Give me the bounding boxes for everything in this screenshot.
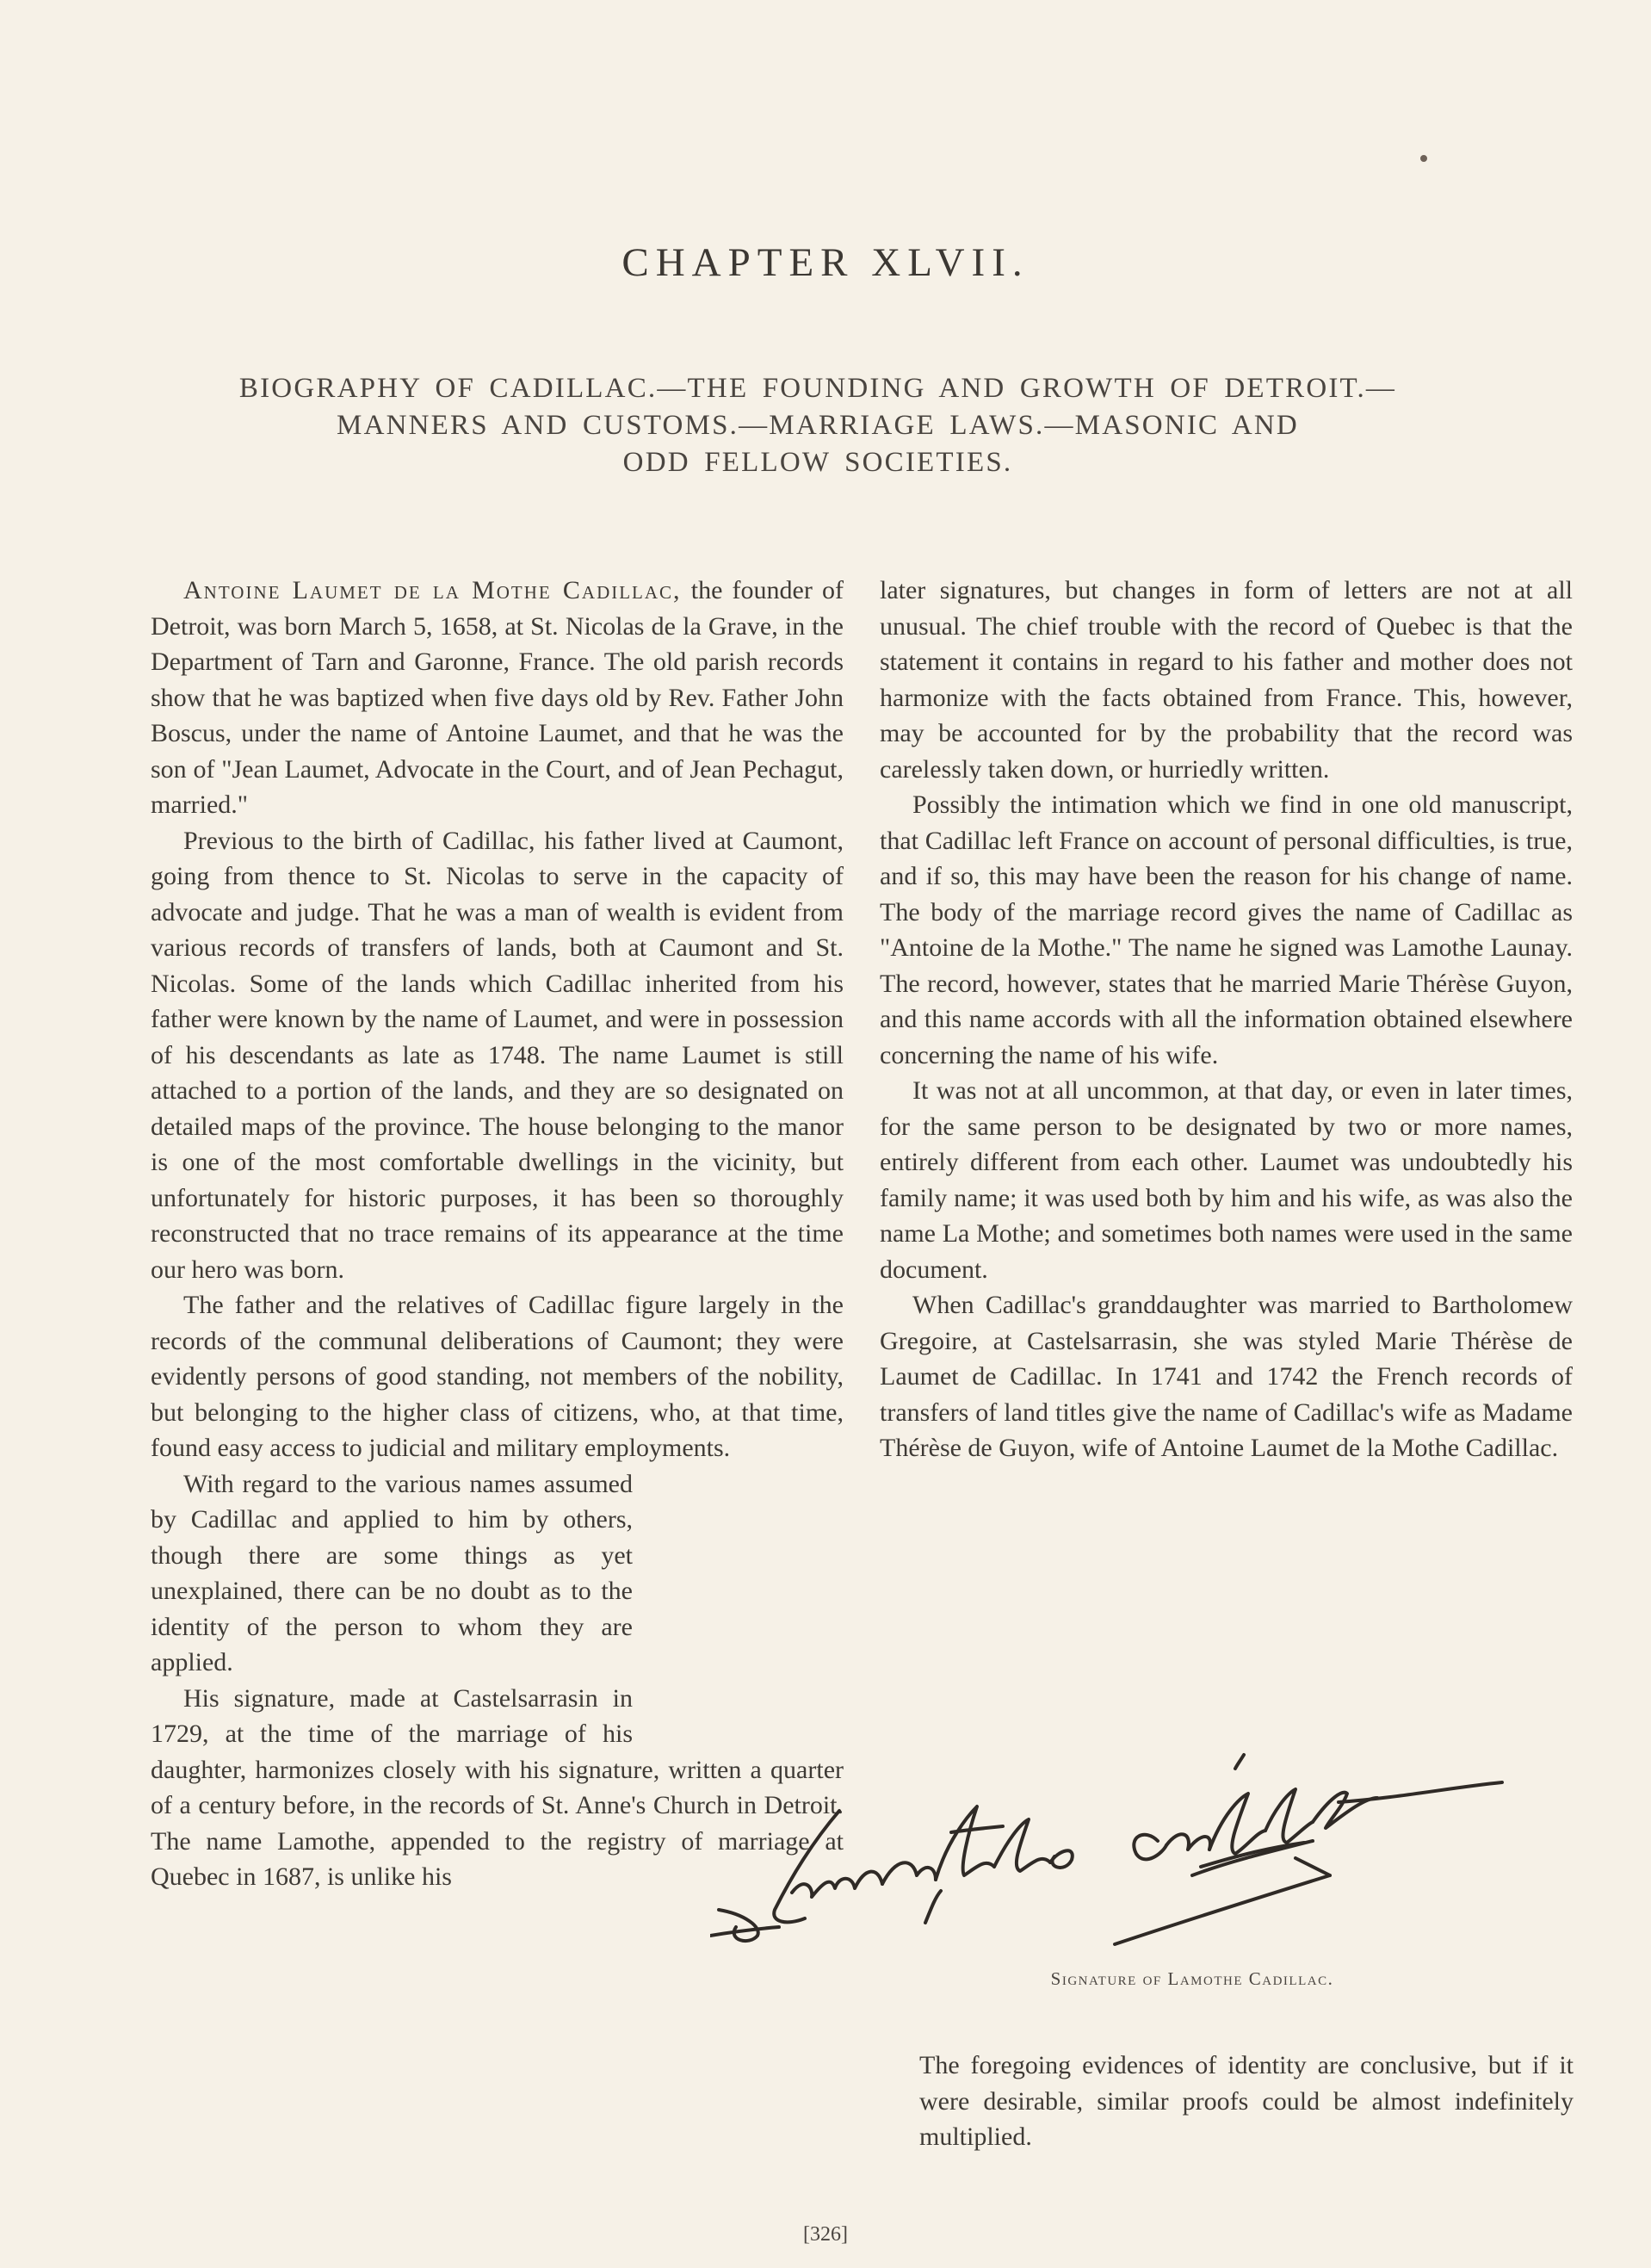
paragraph — [151, 573, 844, 823]
signature-caption: Signature of Lamothe Cadillac. — [1050, 1968, 1334, 1989]
paragraph-text: the founder of Detroit, was born March 5, 1658, at St. Nicolas de la Grave, in the Department of Tarn and Garonne, France. The old parish records show that he was baptized when five days old by Rev. Father John Boscus, under the name of Antoine Laumet, and that he was the son of "Jean Laumet, Advocate in the Court, and of Jean Pechagut, married." — [151, 576, 844, 819]
closing-paragraph-block — [919, 2048, 1574, 2155]
right-column — [880, 573, 1573, 1466]
ink-speck — [1420, 155, 1427, 162]
page-number: [326] — [803, 2223, 848, 2246]
cadillac-signature-image — [710, 1746, 1571, 1961]
paragraph: The foregoing evidences of identity are conclusive, but if it were desirable, similar proofs could be almost indefinitely multiplied. — [919, 2051, 1574, 2151]
paragraph: Previous to the birth of Cadillac, his father lived at Caumont, going from thence to St. Nicolas to serve in the capacity of advocate and judge. That he was a man of wealth is evident from various records of transfers of lands, both at Caumont and St. Nicolas. Some of the lands which Cadillac inherited from his father were known by the name of Laumet, and were in possession of his descendants as late as 1748. The name Laumet is still attached to a portion of the lands, and they are so designated on detailed maps of the province. The house belonging to the manor is one of the most comfortable dwellings in the vicinity, but unfortunately for historic purposes, it has been so thoroughly reconstructed that no trace remains of its appearance at the time our hero was born. — [151, 826, 844, 1284]
paragraph: His signature, made at Castelsarrasin in 1729, at the time of the marriage of his daughter, harmonizes closely with his signature, written a quarter of a century before, in the records of St. Anne's Church in Detroit. The name Lamothe, appended to the registry of marriage at Quebec in 1687, is unlike his — [151, 1683, 844, 1891]
paragraph: With regard to the various names assumed by Cadillac and applied to him by others, though there are some things as yet unexplained, there can be no doubt as to the identity of the person to whom they are applied. — [151, 1469, 633, 1676]
paragraph: It was not at all uncommon, at that day, or even in later times, for the same person to be designated by two or more names, entirely different from each other. Laumet was undoubtedly his family name; it was used both by him and his wife, as was also the name La Mothe; and sometimes both names were used in the same document. — [880, 1076, 1573, 1284]
subtitle-line: ODD FELLOW SOCIETIES. — [622, 447, 1013, 478]
paragraph: When Cadillac's granddaughter was married to Bartholomew Gregoire, at Castelsarrasin, she was styled Marie Thérèse de Laumet de Cadillac. In 1741 and 1742 the French records of transfers of land titles give the name of Cadillac's wife as Madame Thérèse de Guyon, wife of Antoine Laumet de la Mothe Cadillac. — [880, 1291, 1573, 1462]
subtitle-line: MANNERS AND CUSTOMS.—MARRIAGE LAWS.—MASONIC AND — [337, 410, 1299, 441]
paragraph: later signatures, but changes in form of letters are not at all unusual. The chief trouble with the record of Quebec is that the statement it contains in regard to his father and mother does not harmonize with the facts obtained from France. This, however, may be accounted for by the probability that the record was carelessly taken down, or hurriedly written. — [880, 576, 1573, 784]
paragraph: The father and the relatives of Cadillac figure largely in the records of the communal deliberations of Caumont; they were evidently persons of good standing, not members of the nobility, but belonging to the higher class of citizens, who, at that time, found easy access to judicial and military employments. — [151, 1291, 844, 1462]
subtitle-line: BIOGRAPHY OF CADILLAC.—THE FOUNDING AND GROWTH OF DETROIT.— — [238, 373, 1397, 404]
signature-float-space — [633, 1466, 844, 1751]
lead-in-name: Antoine Laumet de la Mothe Cadillac, — [183, 576, 682, 604]
chapter-subtitle — [129, 370, 1506, 481]
left-column — [151, 573, 844, 1895]
chapter-title: CHAPTER XLVII. — [621, 240, 1030, 285]
paragraph: Possibly the intimation which we find in one old manuscript, that Cadillac left France on account of personal difficulties, is true, and if so, this may have been the reason for his change of name. The body of the marriage record gives the name of Cadillac as "Antoine de la Mothe." The name he signed was Lamothe Launay. The record, however, states that he married Marie Thérèse Guyon, and this name accords with all the information obtained elsewhere concerning the name of his wife. — [880, 790, 1573, 1069]
